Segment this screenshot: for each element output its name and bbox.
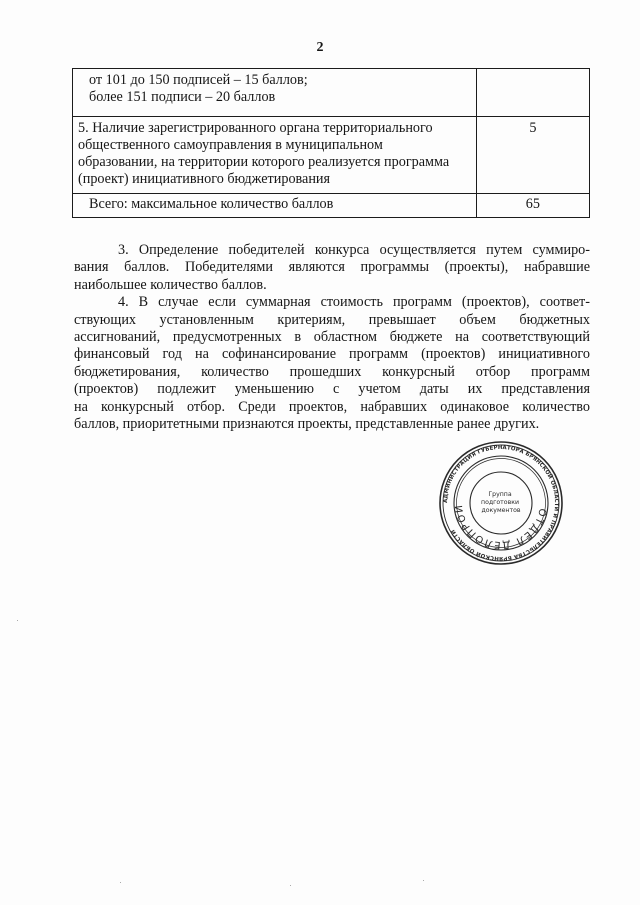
- paragraph-line: бюджетирования, количество прошедших конкурсный отбор программ: [74, 363, 590, 380]
- criterion-line: от 101 до 150 подписей – 15 баллов;: [89, 72, 308, 88]
- criterion-line: 5. Наличие зарегистрированного органа территориального: [78, 120, 433, 136]
- paragraph-4: [74, 294, 590, 433]
- criteria-table: [72, 68, 590, 218]
- score-cell: 5: [476, 117, 589, 194]
- body-text: [74, 242, 590, 433]
- paragraph-line: финансовый год на софинансирование программ (проектов) инициативного: [74, 346, 590, 363]
- stamp-outer-text: АДМИНИСТРАЦИЯ ГУБЕРНАТОРА БРЯНСКОЙ ОБЛАСТИ И ПРАВИТЕЛЬСТВА БРЯНСКОЙ ОБЛАСТИ: [442, 444, 560, 562]
- paragraph-line: баллов, приоритетными признаются проекты, представленные ранее других.: [74, 416, 540, 433]
- criterion-line: общественного самоуправления в муниципальном: [78, 137, 383, 153]
- stamp-seal-icon: [438, 440, 564, 566]
- paragraph-line: 3. Определение победителей конкурса осуществляется путем суммиро-: [118, 242, 590, 258]
- score-cell: [476, 69, 589, 117]
- stamp-middle-text: ОТДЕЛ ДЕЛОПРОИ: [453, 503, 548, 551]
- total-label-cell: Всего: максимальное количество баллов: [73, 194, 477, 218]
- paragraph-line: (проектов) подлежит уменьшению с учетом даты их представления: [74, 381, 590, 398]
- criterion-line: более 151 подписи – 20 баллов: [89, 89, 276, 105]
- criterion-cell: [73, 69, 477, 117]
- paragraph-line: ствующих установленным критериям, превышает объем бюджетных: [74, 311, 590, 328]
- paragraph-line: наибольшее количество баллов.: [74, 276, 267, 293]
- criterion-line: образовании, на территории которого реализуется программа: [78, 154, 450, 170]
- stamp-center-line: подготовки: [481, 499, 519, 506]
- paragraph-3: [74, 242, 590, 294]
- criterion-line: (проект) инициативного бюджетирования: [78, 171, 331, 187]
- table-row: [73, 194, 590, 218]
- stamp-center-line: документов: [481, 507, 521, 514]
- paragraph-line: на конкурсный отбор. Среди проектов, набравших одинаковое количество: [74, 398, 590, 415]
- page-number: 2: [316, 40, 324, 55]
- criterion-cell: [73, 117, 477, 194]
- stamp-center-line: Группа: [488, 491, 512, 498]
- paragraph-line: 4. В случае если суммарная стоимость программ (проектов), соответ-: [118, 294, 590, 311]
- total-score-cell: 65: [476, 194, 589, 218]
- table-row: [73, 69, 590, 117]
- paragraph-line: ассигнований, предусмотренных в областном бюджете на соответствующий: [74, 329, 590, 346]
- table-row: [73, 117, 590, 194]
- office-stamp: [438, 440, 564, 566]
- svg-text:Группа подготовки: [481, 491, 521, 514]
- paragraph-line: вания баллов. Победителями являются программы (проекты), набравшие: [74, 259, 590, 276]
